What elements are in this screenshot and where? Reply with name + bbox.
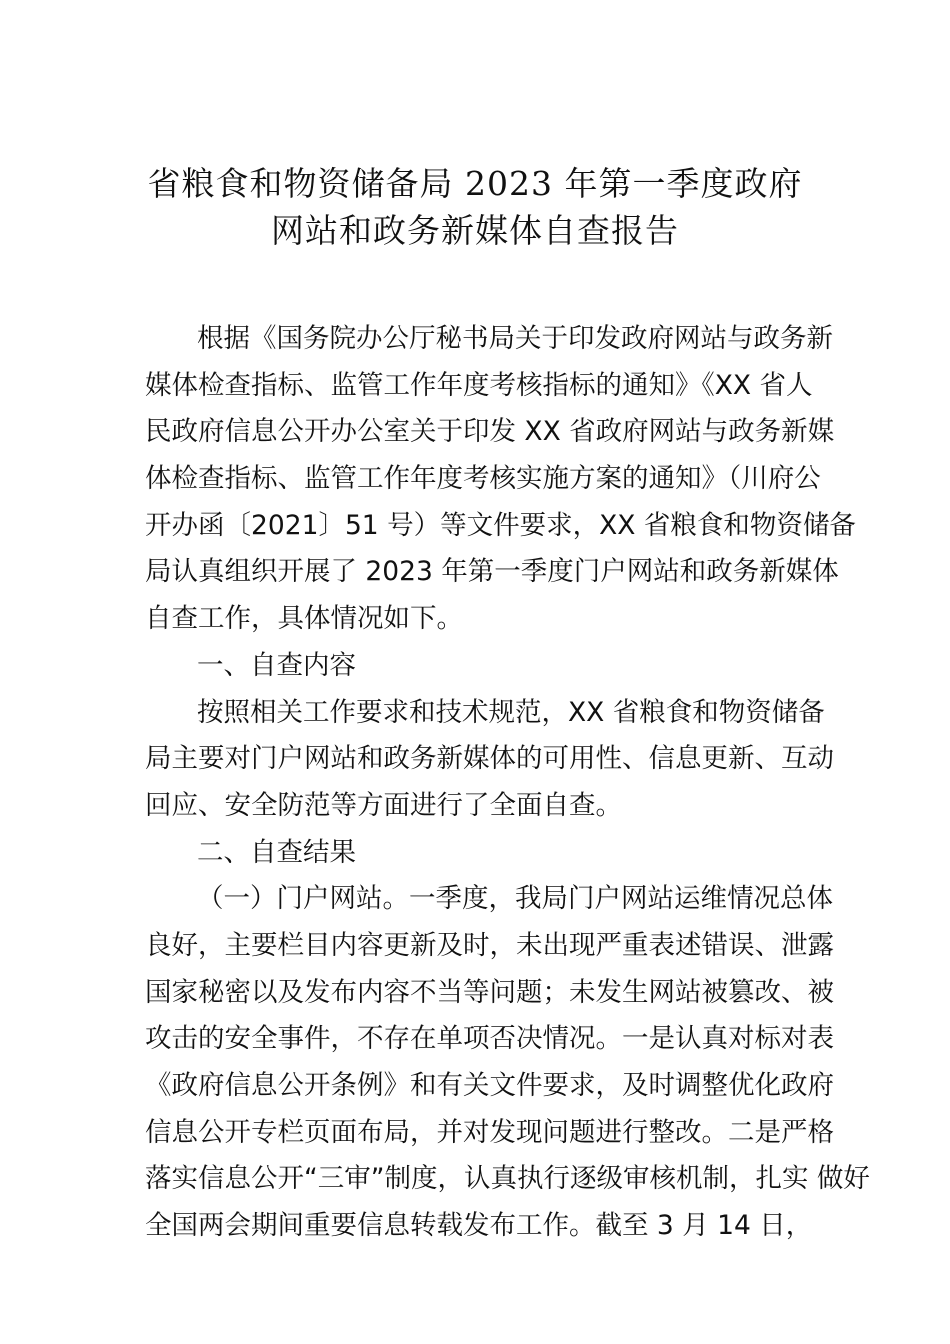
body-line: 局主要对门户网站和政务新媒体的可用性、信息更新、互动 bbox=[145, 743, 834, 775]
body-line: 落实信息公开“三审”制度，认真执行逐级审核机制，扎实 做好 bbox=[145, 1163, 870, 1195]
section-heading: 一、自查内容 bbox=[197, 649, 356, 681]
body-line: 国家秘密以及发布内容不当等问题；未发生网站被篡改、被 bbox=[145, 976, 834, 1008]
body-line: 按照相关工作要求和技术规范，XX 省粮食和物资储备 bbox=[197, 696, 825, 728]
body-line: 局认真组织开展了 2023 年第一季度门户网站和政务新媒体 bbox=[145, 556, 839, 588]
body-line: 全国两会期间重要信息转载发布工作。截至 3 月 14 日， bbox=[145, 1210, 813, 1242]
body-line: 媒体检查指标、监管工作年度考核指标的通知》《XX 省人 bbox=[145, 369, 813, 401]
body-line: 良好，主要栏目内容更新及时，未出现严重表述错误、泄露 bbox=[145, 929, 834, 961]
title-line-2: 网站和政务新媒体自查报告 bbox=[271, 210, 679, 250]
title-line-1: 省粮食和物资储备局 2023 年第一季度政府 bbox=[147, 164, 803, 203]
document-body bbox=[145, 316, 870, 1250]
body-line: 攻击的安全事件，不存在单项否决情况。一是认真对标对表 bbox=[145, 1023, 834, 1055]
section-heading: 二、自查结果 bbox=[197, 836, 356, 868]
body-line: 根据《国务院办公厅秘书局关于印发政府网站与政务新 bbox=[197, 323, 833, 354]
body-line: （一）门户网站。一季度，我局门户网站运维情况总体 bbox=[197, 883, 833, 915]
body-line: 体检查指标、监管工作年度考核实施方案的通知》（川府公 bbox=[145, 463, 821, 495]
body-line: 民政府信息公开办公室关于印发 XX 省政府网站与政务新媒 bbox=[145, 416, 835, 448]
body-line: 自查工作，具体情况如下。 bbox=[145, 603, 463, 635]
document-title bbox=[100, 152, 850, 250]
body-line: 开办函〔2021〕51 号）等文件要求，XX 省粮食和物资储备 bbox=[145, 509, 856, 541]
body-line: 信息公开专栏页面布局，并对发现问题进行整改。二是严格 bbox=[145, 1116, 834, 1148]
body-line: 回应、安全防范等方面进行了全面自查。 bbox=[145, 789, 622, 821]
body-line: 《政府信息公开条例》和有关文件要求，及时调整优化政府 bbox=[145, 1070, 834, 1101]
